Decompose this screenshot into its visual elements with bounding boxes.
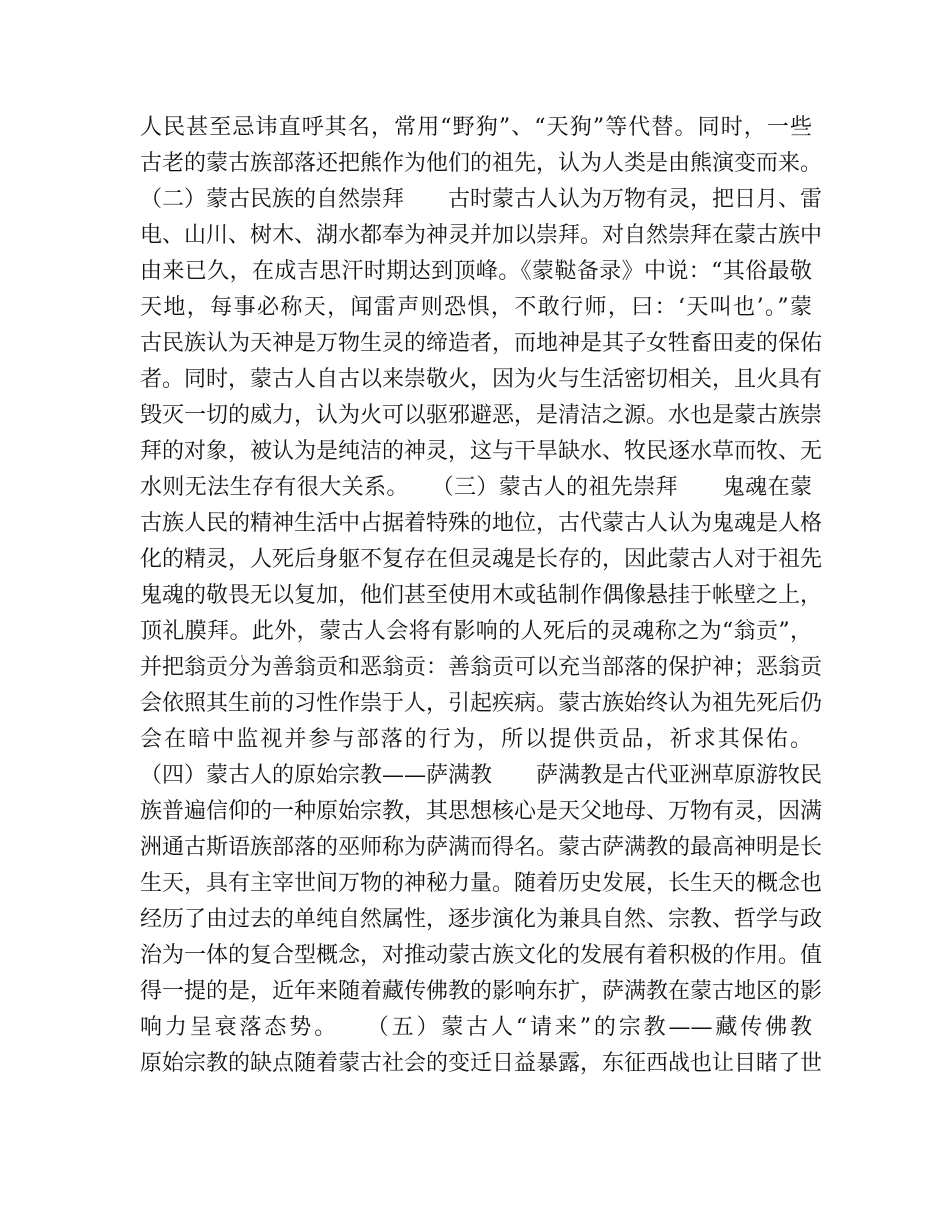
text-line: 拜的对象，被认为是纯洁的神灵，这与干旱缺水、牧民逐水草而牧、无	[140, 439, 823, 464]
text-line: 会依照其生前的习性作祟于人，引起疾病。蒙古族始终认为祖先死后仍	[140, 691, 823, 716]
text-line: （二）蒙古民族的自然崇拜 古时蒙古人认为万物有灵，把日月、雷	[140, 187, 823, 212]
text-line: 古民族认为天神是万物生灵的缔造者，而地神是其子女牲畜田麦的保佑	[140, 331, 823, 356]
text-line: 电、山川、树木、湖水都奉为神灵并加以崇拜。对自然崇拜在蒙古族中	[140, 223, 823, 248]
text-line: 原始宗教的缺点随着蒙古社会的变迁日益暴露，东征西战也让目睹了世	[140, 1051, 823, 1076]
text-line: 顶礼膜拜。此外，蒙古人会将有影响的人死后的灵魂称之为“翁贡”，	[140, 619, 812, 644]
text-line: 并把翁贡分为善翁贡和恶翁贡：善翁贡可以充当部落的保护神；恶翁贡	[140, 655, 823, 680]
text-line: 族普遍信仰的一种原始宗教，其思想核心是天父地母、万物有灵，因满	[140, 799, 823, 824]
text-line: （四）蒙古人的原始宗教——萨满教 萨满教是古代亚洲草原游牧民	[140, 763, 823, 788]
text-line: 天地，每事必称天，闻雷声则恐惧，不敢行师，曰：‘天叫也’。”蒙	[140, 295, 812, 320]
text-line: 人民甚至忌讳直呼其名，常用“野狗”、“天狗”等代替。同时，一些	[140, 115, 812, 140]
text-line: 水则无法生存有很大关系。 （三）蒙古人的祖先崇拜 鬼魂在蒙	[140, 475, 812, 500]
text-line: 响力呈衰落态势。 （五）蒙古人“请来”的宗教——藏传佛教	[140, 1015, 812, 1040]
text-line: 化的精灵，人死后身躯不复存在但灵魂是长存的，因此蒙古人对于祖先	[140, 547, 823, 572]
text-line: 洲通古斯语族部落的巫师称为萨满而得名。蒙古萨满教的最高神明是长	[140, 835, 823, 860]
text-line: 经历了由过去的单纯自然属性，逐步演化为兼具自然、宗教、哲学与政	[140, 907, 823, 932]
text-line: 古老的蒙古族部落还把熊作为他们的祖先，认为人类是由熊演变而来。	[140, 151, 823, 176]
text-line: 由来已久，在成吉思汗时期达到顶峰。《蒙鞑备录》中说：“其俗最敬	[140, 259, 812, 284]
text-line: 治为一体的复合型概念，对推动蒙古族文化的发展有着积极的作用。值	[140, 943, 823, 968]
text-line: 者。同时，蒙古人自古以来崇敬火，因为火与生活密切相关，且火具有	[140, 367, 823, 392]
text-line: 毁灭一切的威力，认为火可以驱邪避恶，是清洁之源。水也是蒙古族崇	[140, 403, 823, 428]
text-line: 生天，具有主宰世间万物的神秘力量。随着历史发展，长生天的概念也	[140, 871, 823, 896]
text-line: 会在暗中监视并参与部落的行为，所以提供贡品，祈求其保佑。	[140, 727, 812, 752]
text-line: 鬼魂的敬畏无以复加，他们甚至使用木或毡制作偶像悬挂于帐壁之上，	[140, 583, 823, 608]
document-page	[140, 110, 823, 1082]
text-line: 古族人民的精神生活中占据着特殊的地位，古代蒙古人认为鬼魂是人格	[140, 511, 823, 536]
text-line: 得一提的是，近年来随着藏传佛教的影响东扩，萨满教在蒙古地区的影	[140, 979, 823, 1004]
